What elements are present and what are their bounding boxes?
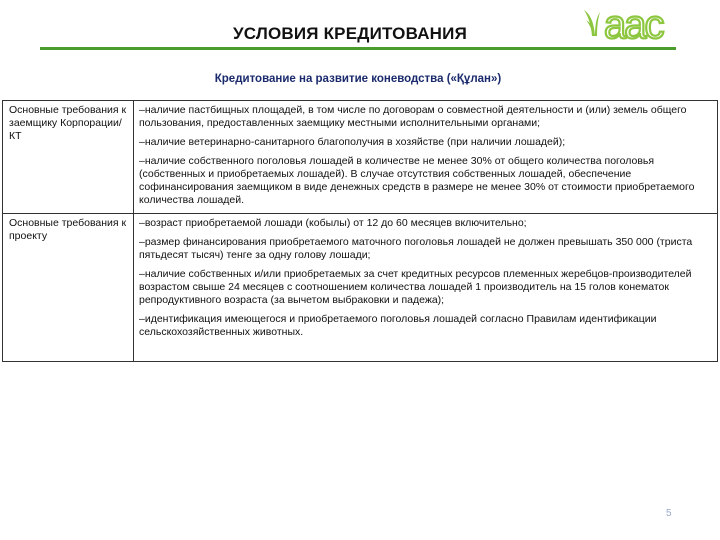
title-divider [40,47,676,50]
list-item: –наличие пастбищных площадей, в том числе по договорам о совместной деятельности и (или) земель общего пользования, предоставленных заемщику местными исполнительными органами; [139,104,687,129]
section-subtitle: Кредитование на развитие коневодства («Құлан») [214,73,502,85]
table-row [3,214,718,362]
list-item: –наличие собственных и/или приобретаемых за счет кредитных ресурсов племенных жеребцов-производителей возрастом свыше 24 месяцев с соотношением количества лошадей 1 производитель на 15 голов конематок репродуктивного возраста (за вычетом выбраковки и падежа); [139,268,692,306]
list-item: –наличие собственного поголовья лошадей в количестве не менее 30% от общего количества поголовья (собственных и приобретаемых лошадей). В случае отсутствия собственных лошадей, обеспечение софинансирования заемщиком в виде денежных средств в размере не менее 30% от стоимости приобретаемого количества лошадей. [139,155,695,206]
table-row [3,101,718,214]
page-number: 5 [666,508,672,519]
credit-terms-table [2,100,718,362]
row-label: Основные требования к проекту [3,214,134,362]
list-item: –размер финансирования приобретаемого маточного поголовья лошадей не должен превышать 350 000 (триста пятьдесят тысяч) тенге за одну голову лошади; [139,236,693,261]
list-item: –идентификация имеющегося и приобретаемого поголовья лошадей согласно Правилам идентификации сельскохозяйственных животных. [139,313,657,338]
row-content [134,214,718,362]
list-item: –наличие ветеринарно-санитарного благополучия в хозяйстве (при наличии лошадей); [139,136,566,148]
list-item: –возраст приобретаемой лошади (кобылы) от 12 до 60 месяцев включительно; [139,217,527,229]
company-logo [582,6,700,44]
slide-title: УСЛОВИЯ КРЕДИТОВАНИЯ [232,24,467,43]
row-label: Основные требования к заемщику Корпорации/ КТ [3,101,134,214]
row-content [134,101,718,214]
logo-wordmark: аас [604,6,663,44]
wheat-icon [584,10,600,36]
